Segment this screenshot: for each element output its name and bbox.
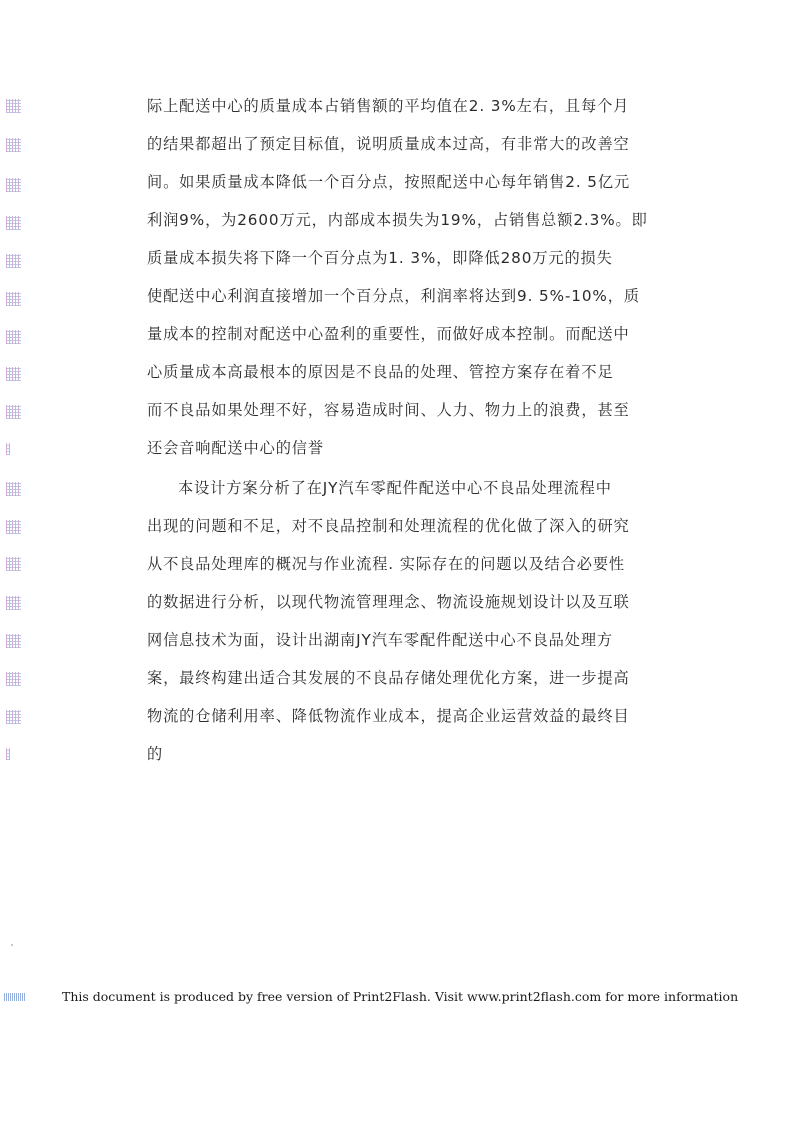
margin-mark	[6, 520, 21, 534]
footer-scan-mark	[4, 993, 26, 1001]
margin-mark	[6, 710, 21, 724]
paragraph-line: 的结果都超出了预定目标值，说明质量成本过高，有非常大的改善空	[147, 135, 630, 153]
paragraph-line: 还会音响配送中心的信誉	[147, 439, 324, 457]
margin-mark	[6, 634, 21, 648]
margin-mark	[6, 557, 21, 571]
paragraph-line: 而不良品如果处理不好，容易造成时间、人力、物力上的浪费，甚至	[147, 401, 630, 419]
paragraph-line: 量成本的控制对配送中心盈利的重要性，而做好成本控制。而配送中	[147, 325, 630, 343]
paragraph-line: 际上配送中心的质量成本占销售额的平均值在2. 3%左右，且每个月	[147, 97, 630, 115]
margin-mark	[6, 178, 21, 192]
margin-mark	[6, 443, 10, 455]
paragraph-line: 使配送中心利润直接增加一个百分点，利润率将达到9. 5%-10%，质	[147, 287, 640, 305]
paragraph-line: 利润9%，为2600万元，内部成本损失为19%，占销售总额2.3%。即	[147, 211, 648, 229]
paragraph-line: 本设计方案分析了在JY汽车零配件配送中心不良品处理流程中	[178, 479, 612, 497]
paragraph-line: 网信息技术为面，设计出湖南JY汽车零配件配送中心不良品处理方	[147, 631, 614, 649]
watermark-footer: This document is produced by free version of Print2Flash. Visit www.print2flash.com for more information	[62, 989, 739, 1004]
margin-mark	[6, 748, 10, 760]
paragraph-line: 案，最终构建出适合其发展的不良品存储处理优化方案，进一步提高	[147, 669, 630, 687]
margin-mark	[6, 330, 21, 344]
paragraph-line: 的数据进行分析，以现代物流管理理念、物流设施规划设计以及互联	[147, 593, 630, 611]
margin-mark	[6, 405, 21, 419]
scan-dot	[11, 944, 13, 946]
paragraph-line: 质量成本损失将下降一个百分点为1. 3%，即降低280万元的损失	[147, 249, 613, 267]
paragraph-line: 心质量成本高最根本的原因是不良品的处理、管控方案存在着不足	[147, 363, 614, 381]
margin-mark	[6, 138, 21, 152]
paragraph-line: 间。如果质量成本降低一个百分点，按照配送中心每年销售2. 5亿元	[147, 173, 631, 191]
margin-mark	[6, 482, 21, 496]
paragraph-line: 物流的仓储利用率、降低物流作业成本，提高企业运营效益的最终目	[147, 707, 630, 725]
paragraph-line: 的	[147, 745, 164, 763]
margin-mark	[6, 292, 21, 306]
margin-mark	[6, 367, 21, 381]
margin-mark	[6, 99, 21, 113]
paragraph-line: 出现的问题和不足，对不良品控制和处理流程的优化做了深入的研究	[147, 517, 630, 535]
margin-scan-marks	[6, 0, 26, 1123]
margin-mark	[6, 216, 21, 230]
margin-mark	[6, 596, 21, 610]
margin-mark	[6, 672, 21, 686]
margin-mark	[6, 254, 21, 268]
paragraph-line: 从不良品处理库的概况与作业流程. 实际存在的问题以及结合必要性	[147, 555, 625, 573]
